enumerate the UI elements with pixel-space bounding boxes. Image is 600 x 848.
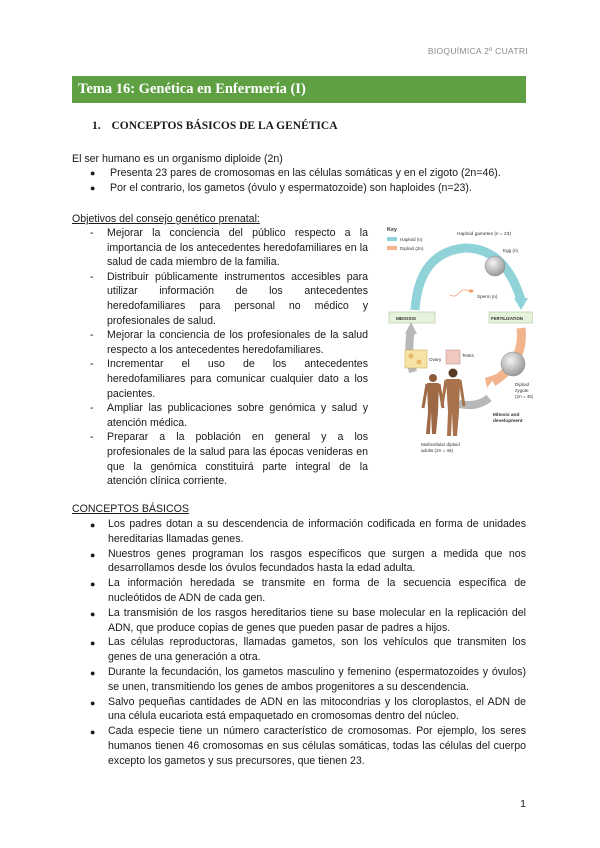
bullet-icon: ● [90,697,96,708]
ovary-image [405,350,427,368]
basics-item [92,547,526,577]
basics-item [92,724,526,768]
key-diploid-swatch [387,246,397,250]
basics-item [92,635,526,665]
basics-text: Durante la fecundación, los gametos masculino y femenino (espermatozoides y óvulos) se unen, transmitiendo los genes de ambos progenitores a su descendencia. [108,665,526,693]
bullet-icon: ● [90,727,96,738]
bullet-icon: ● [90,608,96,619]
intro-bullet-text: Presenta 23 pares de cromosomas en las células somáticas y en el zigoto (2n=46). [110,167,501,179]
dash-icon: - [90,402,94,415]
basics-text: Nuestros genes programan los rasgos específicos que surgen a medida que nos desarrollamos desde los óvulos fecundados hasta la edad adulta. [108,547,526,575]
basics-text: Salvo pequeñas cantidades de ADN en las mitocondrias y los cloroplastos, el ADN de una célula eucariota está empaquetado en cromosomas dentro del núcleo. [108,695,526,723]
testis-label: Testis [462,353,474,358]
page-number: 1 [520,798,526,810]
basics-text: Las células reproductoras, llamadas gametos, son los vehículos que transmiten los genes de una generación a otra. [108,636,526,664]
egg-cell [485,256,505,276]
section-title: CONCEPTOS BÁSICOS DE LA GENÉTICA [111,120,338,132]
ovary-follicle [409,354,414,359]
haploid-arrowhead [514,298,528,310]
dash-icon: - [90,431,94,444]
dash-icon: - [90,270,94,283]
objective-text: Incrementar el uso de los antecedentes heredofamiliares para comunicar cualquier dato a los pacientes. [107,358,368,400]
life-cycle-diagram [385,222,533,462]
basics-title: CONCEPTOS BÁSICOS [72,503,189,515]
objective-item [90,430,368,488]
bullet-icon: ● [90,579,96,590]
objective-text: Distribuir públicamente instrumentos accesibles para utilizar información de los antecedentes heredofamiliares para personal no médico y profesionales de salud. [107,270,368,327]
zygote-label-1: Diploid [515,382,530,387]
course-header: BIOQUÍMICA 2º CUATRI [427,46,528,56]
ovary-follicle [417,360,422,365]
bullet-icon: ● [90,549,96,560]
sperm-cell [469,289,474,292]
testis-image [446,350,460,364]
objective-item [90,357,368,401]
key-haploid: Haploid (n) [400,237,423,242]
bullet-icon: ● [90,638,96,649]
objective-text: Mejorar la conciencia de los profesionales de la salud respecto a los antecedentes heredofamiliares. [107,329,368,356]
objective-item [90,226,368,270]
page-title: Tema 16: Genética en Enfermería (I) [72,76,526,103]
zygote-cell [501,352,525,376]
zygote-label-3: (2n = 46) [515,394,533,399]
key-haploid-swatch [387,237,397,241]
objective-item [90,270,368,328]
meiosis-arrowhead [405,322,417,334]
sperm-tail [450,290,469,296]
key-title: Key [387,227,398,233]
basics-item [92,695,526,725]
bullet-icon: ● [90,168,96,178]
bullet-icon: ● [90,520,96,530]
dash-icon: - [90,329,94,342]
life-cycle-figure [385,222,533,462]
section-heading [92,120,338,132]
basics-text: La transmisión de los rasgos hereditarios tiene su base molecular en la replicación del ADN, que produce copias de genes que pueden pasar de padres a hijos. [108,606,526,634]
ovary-label: Ovary [429,357,442,362]
adult-figures [423,369,464,437]
haploid-gametes-label: Haploid gametes (n = 23) [457,232,511,237]
sperm-label: Sperm (n) [477,294,498,299]
mitosis-label-2: development [493,419,523,424]
zygote-label-2: zygote [515,388,529,393]
basics-text: Los padres dotan a su descendencia de información codificada en forma de unidades hereditarias llamadas genes. [108,518,526,545]
meiosis-label: MEIOSIS [396,317,416,322]
bullet-icon: ● [90,183,96,193]
basics-list [92,517,526,769]
dash-icon: - [90,358,94,371]
bullet-icon: ● [90,667,96,678]
objectives-title: Objetivos del consejo genético prenatal: [72,213,260,225]
fertilization-label: FERTILIZATION [491,316,523,321]
key-diploid: Diploid (2n) [400,246,424,251]
dash-icon: - [90,227,94,239]
haploid-arc [415,248,521,310]
objective-text: Preparar a la población en general y a los profesionales de la salud para las épocas venideras en que la genómica constituirá parte integral de la atención clínica corriente. [107,431,368,488]
basics-item [92,606,526,636]
intro-bullet-text: Por el contrario, los gametos (óvulo y espermatozoide) son haploides (n=23). [110,182,472,194]
basics-item [92,517,526,547]
objective-text: Mejorar la conciencia del público respecto a la importancia de los antecedentes heredofamiliares en la salud de cada miembro de la familia. [107,227,368,269]
adults-label-1: Multicellular diploid [421,442,460,447]
basics-text: La información heredada se transmite en forma de la secuencia específica de nucleótidos de ADN de cada gen. [108,577,526,604]
basics-item [92,665,526,695]
objective-text: Ampliar las publicaciones sobre genómica y salud y atención médica. [107,402,368,429]
basics-item [92,576,526,606]
section-number: 1. [92,120,101,132]
basics-text: Cada especie tiene un número característico de cromosomas. Por ejemplo, los seres humanos tienen 46 cromosomas en sus células somáticas, todas las células del cuerpo excepto los gametos y sus precursores, que tienen 23. [108,725,526,767]
adults-label-2: adults (2n = 46) [421,448,454,453]
objectives-list [90,226,368,489]
intro-text: El ser humano es un organismo diploide (2n) [72,153,283,165]
mitosis-label-1: Mitosis and [493,413,520,418]
egg-label: Egg (n) [503,248,519,253]
objective-item [90,328,368,357]
objective-item [90,401,368,430]
